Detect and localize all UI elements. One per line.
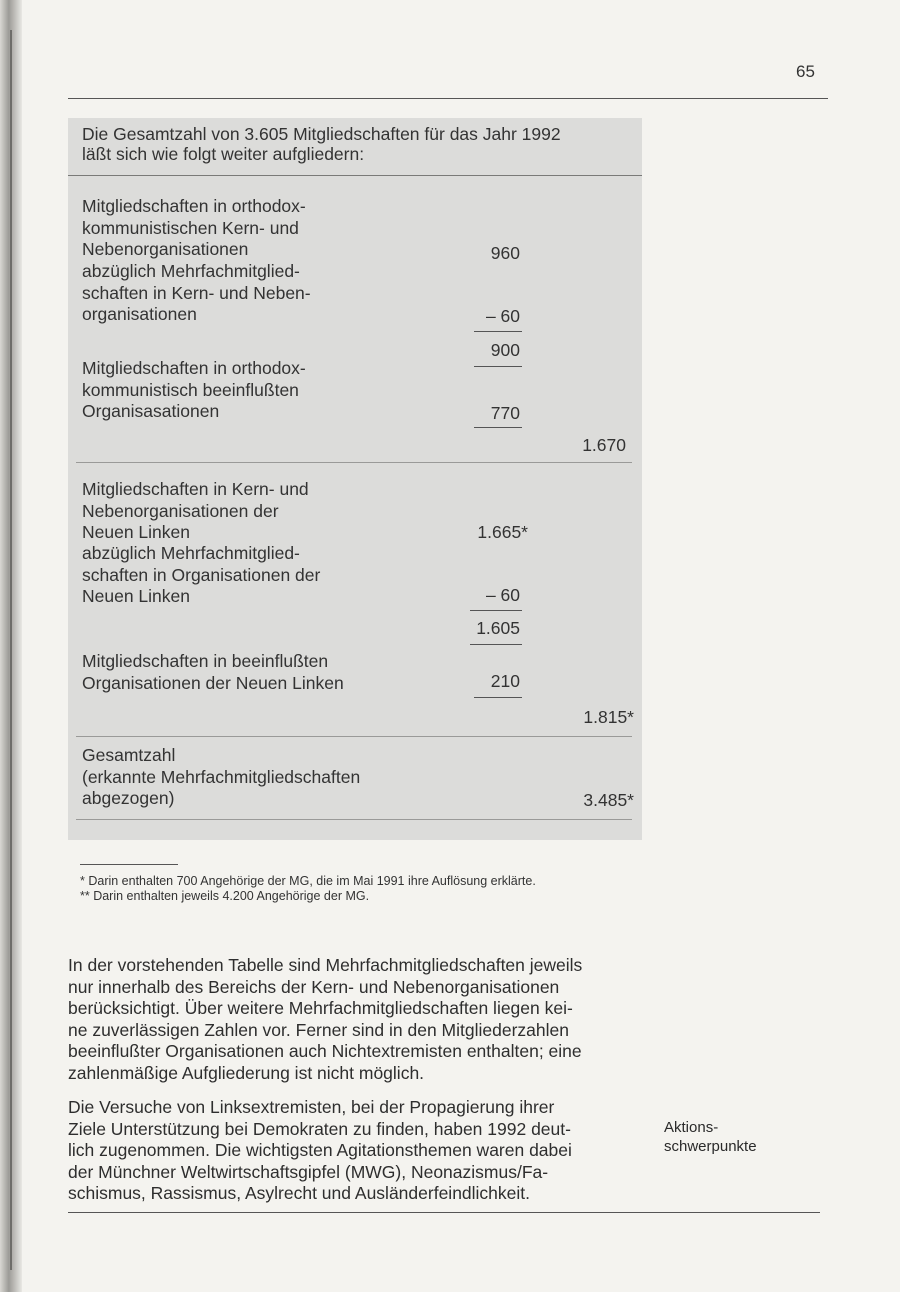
label-line: Organisasationen bbox=[82, 401, 220, 421]
text-line: Die Versuche von Linksextremisten, bei der Propagierung ihrer bbox=[68, 1097, 555, 1117]
label-line: kommunistischen Kern- und bbox=[82, 217, 299, 238]
label-line: Nebenorganisationen der bbox=[82, 500, 279, 521]
g2-subtotal: 1.605 bbox=[476, 618, 520, 638]
footnotes bbox=[80, 874, 640, 904]
g2-label-b bbox=[82, 543, 320, 608]
label-line: Nebenorganisationen bbox=[82, 239, 249, 259]
label-line: Mitgliedschaften in beeinflußten bbox=[82, 651, 329, 671]
g2-value-c: 210 bbox=[490, 671, 520, 691]
text-line: Ziele Unterstützung bei Demokraten zu finden, haben 1992 deut- bbox=[68, 1118, 571, 1139]
g1-subtotal-underline bbox=[474, 366, 522, 367]
label-line: Gesamtzahl bbox=[82, 745, 176, 765]
g2-label-c bbox=[82, 651, 344, 694]
g1-label-b bbox=[82, 261, 311, 326]
g1-subtotal-rule bbox=[474, 331, 522, 332]
text-line: der Münchner Weltwirtschaftsgipfel (MWG), Neonazismus/Fa- bbox=[68, 1161, 549, 1182]
g1-value-a: 960 bbox=[490, 243, 520, 263]
table-header-divider bbox=[68, 175, 642, 176]
paragraph-table-notes bbox=[68, 955, 642, 1085]
label-line: kommunistisch beeinflußten bbox=[82, 379, 299, 400]
label-line: (erkannte Mehrfachmitgliedschaften bbox=[82, 766, 361, 787]
label-line: schaften in Organisationen der bbox=[82, 564, 321, 585]
intro-line: Die Gesamtzahl von 3.605 Mitgliedschaften für das Jahr 1992 bbox=[82, 124, 561, 144]
group1-divider bbox=[76, 462, 632, 463]
g2-value-a: 1.665* bbox=[477, 522, 528, 542]
intro-line: läßt sich wie folgt weiter aufgliedern: bbox=[82, 144, 365, 164]
label-line: abgezogen) bbox=[82, 788, 175, 808]
g1-total: 1.670 bbox=[582, 435, 626, 455]
g2-total: 1.815* bbox=[583, 707, 634, 727]
label-line: schaften in Kern- und Neben- bbox=[82, 282, 311, 303]
label-line: abzüglich Mehrfachmitglied- bbox=[82, 261, 300, 281]
book-spine-shadow bbox=[0, 0, 22, 1292]
text-line: lich zugenommen. Die wichtigsten Agitationsthemen waren dabei bbox=[68, 1140, 572, 1161]
grand-total-label bbox=[82, 745, 360, 810]
label-line: Neuen Linken bbox=[82, 586, 190, 606]
text-line: In der vorstehenden Tabelle sind Mehrfachmitgliedschaften jeweils bbox=[68, 955, 583, 975]
g1-value-c-rule bbox=[474, 427, 522, 428]
label-line: Neuen Linken bbox=[82, 522, 190, 542]
footnote: ** Darin enthalten jeweils 4.200 Angehörige der MG. bbox=[80, 889, 370, 903]
g1-label-a bbox=[82, 196, 306, 261]
text-line: ne zuverlässigen Zahlen vor. Ferner sind in den Mitgliederzahlen bbox=[68, 1019, 569, 1040]
label-line: abzüglich Mehrfachmitglied- bbox=[82, 543, 300, 563]
g2-value-c-rule bbox=[474, 697, 522, 698]
spine-edge bbox=[10, 30, 12, 1270]
footnote: * Darin enthalten 700 Angehörige der MG, die im Mai 1991 ihre Auflösung erklärte. bbox=[80, 874, 536, 888]
label-line: Mitgliedschaften in orthodox- bbox=[82, 196, 306, 216]
text-line: zahlenmäßige Aufgliederung ist nicht möglich. bbox=[68, 1062, 425, 1083]
label-line: organisationen bbox=[82, 304, 197, 324]
text-line: berücksichtigt. Über weitere Mehrfachmitgliedschaften liegen kei- bbox=[68, 998, 573, 1019]
g2-subtotal-underline bbox=[470, 644, 522, 645]
g1-value-b: – 60 bbox=[485, 306, 520, 326]
g2-subtotal-rule bbox=[470, 610, 522, 611]
footer-rule bbox=[68, 1212, 820, 1213]
group2-divider bbox=[76, 736, 632, 737]
g2-label-a bbox=[82, 479, 309, 544]
label-line: Mitgliedschaften in orthodox- bbox=[82, 358, 306, 378]
margin-note-aktionsschwerpunkte bbox=[664, 1118, 757, 1156]
label-line: Mitgliedschaften in Kern- und bbox=[82, 479, 309, 499]
g1-value-c: 770 bbox=[490, 403, 520, 423]
g2-value-b: – 60 bbox=[485, 585, 520, 605]
label-line: Organisationen der Neuen Linken bbox=[82, 672, 344, 693]
page-number: 65 bbox=[796, 62, 815, 81]
margin-note-line: Aktions- bbox=[664, 1119, 719, 1136]
margin-note-line: schwerpunkte bbox=[664, 1138, 757, 1155]
header-rule bbox=[68, 98, 828, 99]
g1-subtotal: 900 bbox=[490, 340, 520, 360]
table-intro bbox=[82, 124, 632, 164]
text-line: beeinflußter Organisationen auch Nichtextremisten enthalten; eine bbox=[68, 1041, 582, 1062]
g1-label-c bbox=[82, 358, 306, 423]
paragraph-action-focus bbox=[68, 1097, 642, 1205]
grand-total-value: 3.485* bbox=[583, 790, 634, 810]
text-line: nur innerhalb des Bereichs der Kern- und Nebenorganisationen bbox=[68, 976, 560, 997]
text-line: schismus, Rassismus, Asylrecht und Ausländerfeindlichkeit. bbox=[68, 1183, 531, 1204]
footnote-rule bbox=[80, 864, 178, 865]
table-bottom-divider bbox=[76, 819, 632, 820]
